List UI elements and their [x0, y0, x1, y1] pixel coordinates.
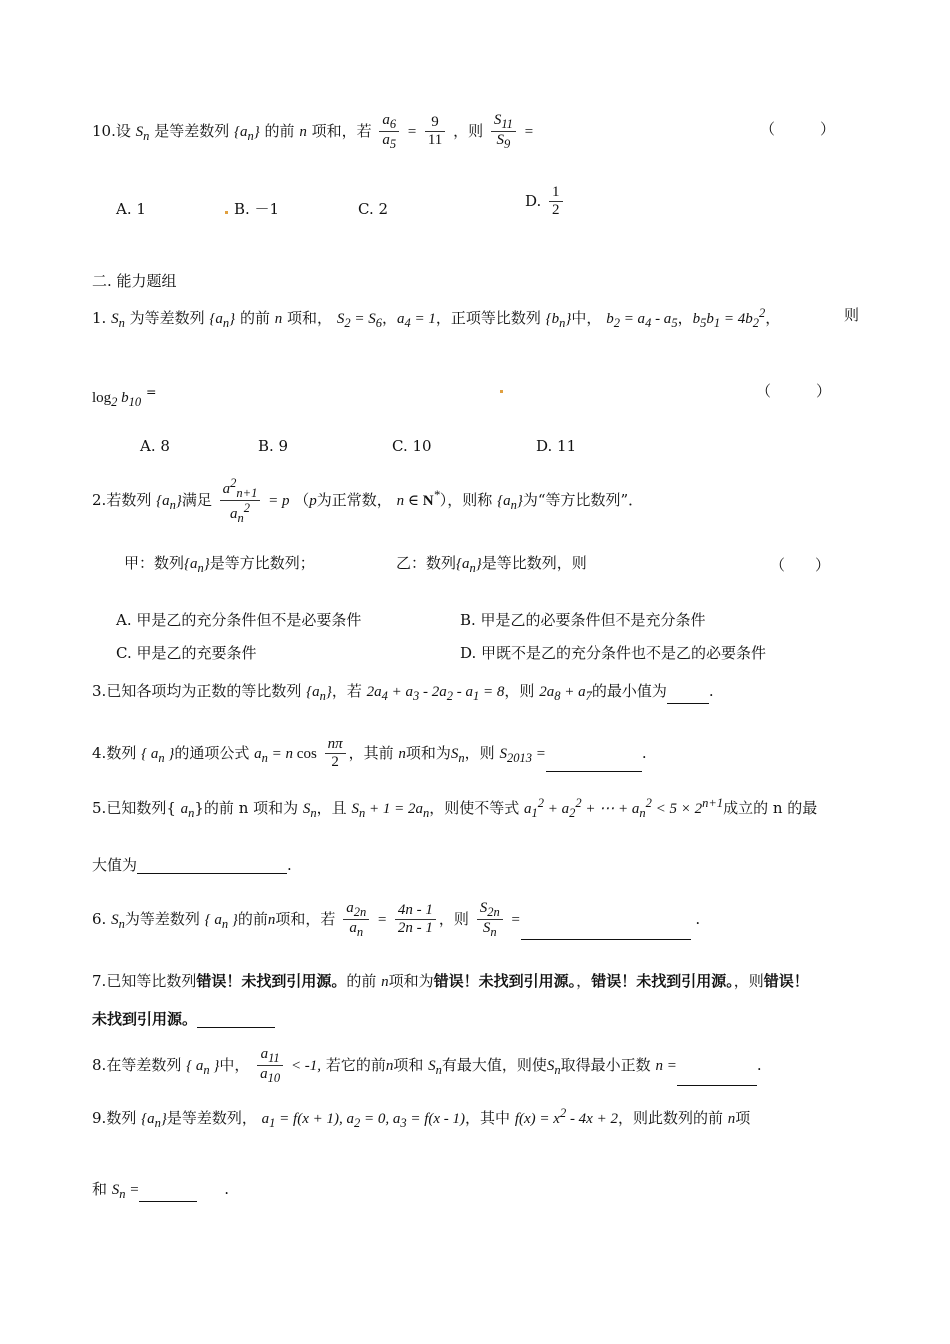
- p8-line: 8.在等差数列 { $a_n$ }中， $\frac{a_{11}}{a_{10}}$ < -1, 若它的前n项和 $S_n$有最大值，则使$S_n$取得最小正数 n = .: [92, 1046, 762, 1086]
- fraction-a6-a5: $\frac{a_6}{a_5}$: [379, 112, 399, 152]
- q10-option-a: A. 1: [116, 200, 146, 218]
- p4-answer-blank[interactable]: [546, 757, 642, 772]
- p2-yi: 乙：数列$\{a_n\}$是等比数列，则: [396, 554, 587, 575]
- p2-option-c: C. 甲是乙的充要条件: [116, 644, 257, 662]
- p5-answer-blank[interactable]: [137, 859, 287, 874]
- p9-answer-blank[interactable]: [139, 1193, 197, 1202]
- p9-line2: 和 $S_n$ = .: [92, 1180, 229, 1201]
- p4-line: 4.数列 { $a_n$ }的通项公式 $a_n = n$ cos $\frac{n\pi}{2}$ ，其前 n项和为$S_n$，则 $S_{2013}$ = .: [92, 736, 647, 771]
- p2-option-a: A. 甲是乙的充分条件但不是必要条件: [116, 611, 362, 629]
- q10-line: 10.设 $S_n$ 是等差数列 $\{a_n\}$ 的前 n 项和，若 $\frac{a_6}{a_5}$ = $\frac{9}{11}$ ，则 $\frac{S_{11}}{S_9}$ =: [92, 112, 534, 152]
- section-title: 二. 能力题组: [92, 272, 177, 290]
- p1-line: 1. $S_n$ 为等差数列 $\{a_n\}$ 的前 n 项和， $S_2 = S_6$，$a_4 = 1$，正项等比数列 $\{b_n\}$中， $b_2 = a_4 - a_5$，$b_5b_1 = 4b_2^2$，: [92, 306, 781, 330]
- q10-answer-paren: （ ）: [760, 120, 836, 138]
- p1-log: $\log_2 b_{10}$ =: [92, 384, 157, 409]
- marker-dot: [225, 211, 228, 214]
- q10-number: 10.: [92, 121, 116, 140]
- fraction-S11-S9: $\frac{S_{11}}{S_9}$: [491, 112, 516, 152]
- p3-line: 3.已知各项均为正数的等比数列 $\{a_n\}$，若 $2a_4 + a_3 - 2a_2 - a_1 = 8$，则 $2a_8 + a_7$的最小值为 .: [92, 682, 714, 703]
- p2-jia: 甲：数列$\{a_n\}$是等方比数列；: [124, 554, 315, 575]
- fraction-9-11: $\frac{9}{11}$: [425, 114, 445, 150]
- p9-line: 9.数列 $\{a_n\}$是等差数列， $a_1 = f(x + 1)$, $a_2 = 0$, $a_3 = f(x - 1)$，其中 $f(x) = x^2 - 4x + 2$，则此数列的前 n项: [92, 1106, 751, 1130]
- q10-option-d: D. $\frac{1}{2}$: [525, 184, 566, 220]
- p1-answer-paren: （ ）: [756, 382, 832, 400]
- p8-answer-blank[interactable]: [677, 1071, 757, 1086]
- marker-dot-2: [500, 390, 503, 393]
- p7-answer-blank[interactable]: [197, 1013, 275, 1028]
- math-an-set: $\{a_n\}$: [233, 123, 260, 143]
- p2-option-b: B. 甲是乙的必要条件但不是充分条件: [460, 611, 706, 629]
- q10-option-c: C. 2: [358, 200, 389, 218]
- p7-line: 7.已知等比数列错误！未找到引用源。的前 n项和为错误！未找到引用源。，错误！未找到引用源。，则错误！: [92, 972, 809, 990]
- p7-line2: 未找到引用源。: [92, 1010, 275, 1028]
- p2-answer-paren: （ ）: [770, 556, 831, 574]
- p1-option-b: B. 9: [258, 437, 289, 455]
- p1-then: 则: [844, 306, 860, 324]
- p5-line2: 大值为 .: [92, 856, 292, 874]
- p5-line: 5.已知数列{ $a_n$}的前 n 项和为 $S_n$，且 $S_n + 1 = 2a_n$，则使不等式 $a_1^2 + a_2^2$ + ⋯ + $a_n^2 < 5 \times 2^{n+1}$成立的 n 的最: [92, 796, 818, 820]
- p6-answer-blank[interactable]: [521, 925, 691, 940]
- p2-line: 2.若数列 $\{a_n\}$满足 $\frac{a^2_{n+1}}{a_n^2}$ = p （p为正常数， n ∈ N*），则称 $\{a_n\}$为“等方比数列”．: [92, 476, 644, 526]
- q10-option-b: B. －1: [234, 200, 280, 218]
- p2-option-d: D. 甲既不是乙的充分条件也不是乙的必要条件: [460, 644, 767, 662]
- math-Sn: $S_n$: [135, 123, 150, 143]
- p6-line: 6. $S_n$为等差数列 { $a_n$ }的前n项和，若 $\frac{a_{2n}}{a_n}$ = $\frac{4n - 1}{2n - 1}$ ，则 $\frac{S_{2n}}{S_n}$ = .: [92, 900, 701, 940]
- p1-option-d: D. 11: [536, 437, 577, 455]
- p3-answer-blank[interactable]: [667, 689, 709, 704]
- p1-option-c: C. 10: [392, 437, 432, 455]
- p1-option-a: A. 8: [140, 437, 170, 455]
- fraction-1-2: $\frac{1}{2}$: [549, 184, 563, 220]
